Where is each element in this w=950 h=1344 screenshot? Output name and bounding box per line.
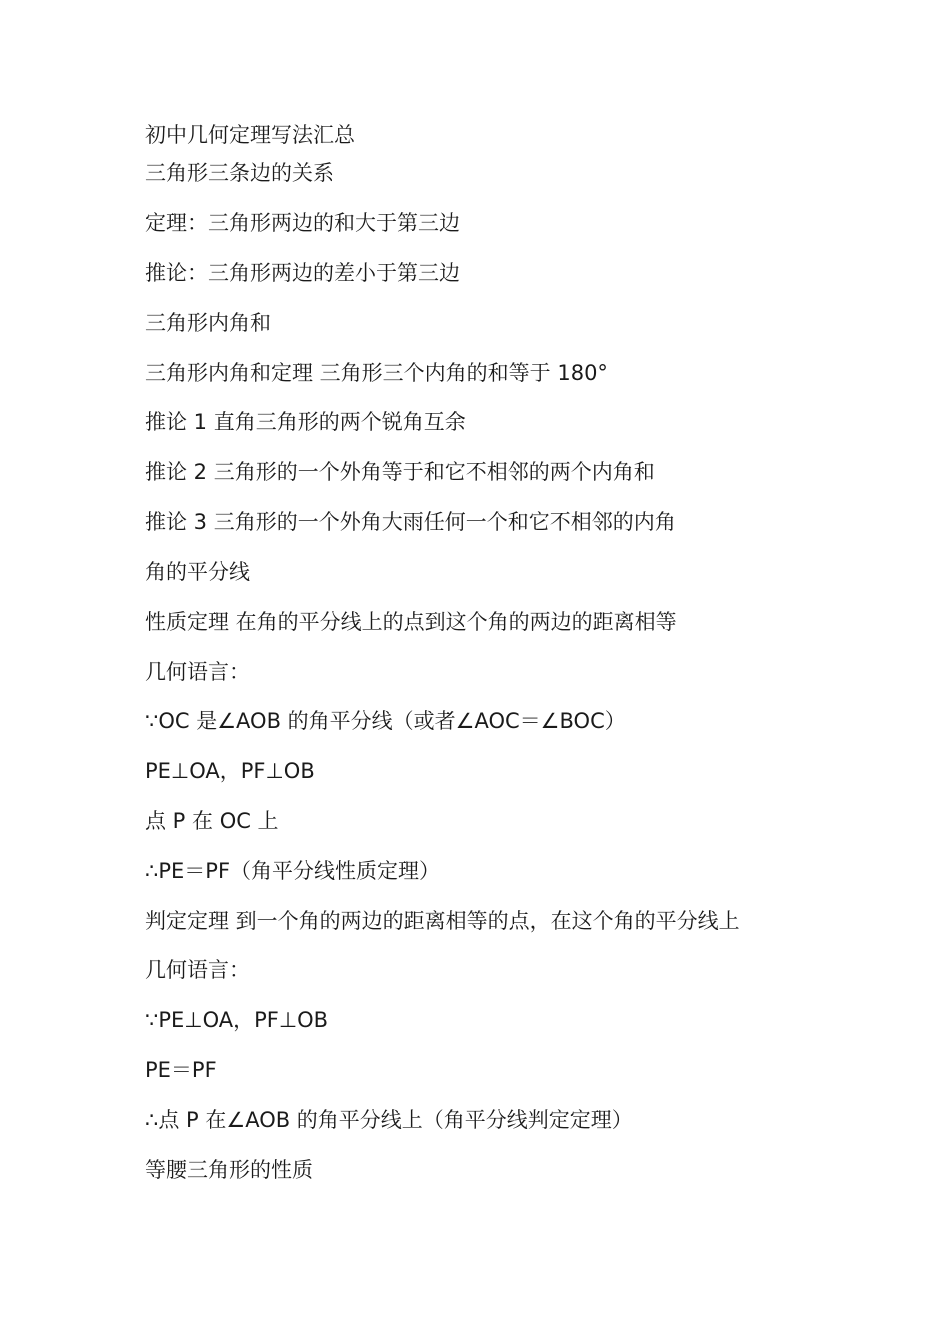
text-line: 推论 3 三角形的一个外角大雨任何一个和它不相邻的内角 xyxy=(145,510,676,534)
text-line: PE＝PF xyxy=(145,1058,217,1082)
text-line: ∵OC 是∠AOB 的角平分线（或者∠AOC＝∠BOC） xyxy=(145,709,626,733)
document-title: 初中几何定理写法汇总 xyxy=(145,123,355,147)
text-line: ∴PE＝PF（角平分线性质定理） xyxy=(145,859,441,883)
text-line: 定理：三角形两边的和大于第三边 xyxy=(145,211,460,235)
text-line: 几何语言： xyxy=(145,660,250,684)
text-line: 三角形内角和定理 三角形三个内角的和等于 180° xyxy=(145,361,608,385)
text-line: 推论 2 三角形的一个外角等于和它不相邻的两个内角和 xyxy=(145,460,655,484)
section-heading-triangle-sides: 三角形三条边的关系 xyxy=(145,161,334,185)
text-line: 点 P 在 OC 上 xyxy=(145,809,279,833)
text-line: ∴点 P 在∠AOB 的角平分线上（角平分线判定定理） xyxy=(145,1108,633,1132)
text-line: PE⊥OA，PF⊥OB xyxy=(145,759,315,783)
text-line: 判定定理 到一个角的两边的距离相等的点，在这个角的平分线上 xyxy=(145,909,740,933)
section-heading-interior-angles: 三角形内角和 xyxy=(145,311,271,335)
section-heading-isosceles: 等腰三角形的性质 xyxy=(145,1158,313,1182)
section-heading-angle-bisector: 角的平分线 xyxy=(145,560,250,584)
text-line: 几何语言： xyxy=(145,958,250,982)
text-line: 推论：三角形两边的差小于第三边 xyxy=(145,261,460,285)
text-line: ∵PE⊥OA，PF⊥OB xyxy=(145,1008,329,1032)
text-line: 推论 1 直角三角形的两个锐角互余 xyxy=(145,410,466,434)
text-line: 性质定理 在角的平分线上的点到这个角的两边的距离相等 xyxy=(145,610,677,634)
